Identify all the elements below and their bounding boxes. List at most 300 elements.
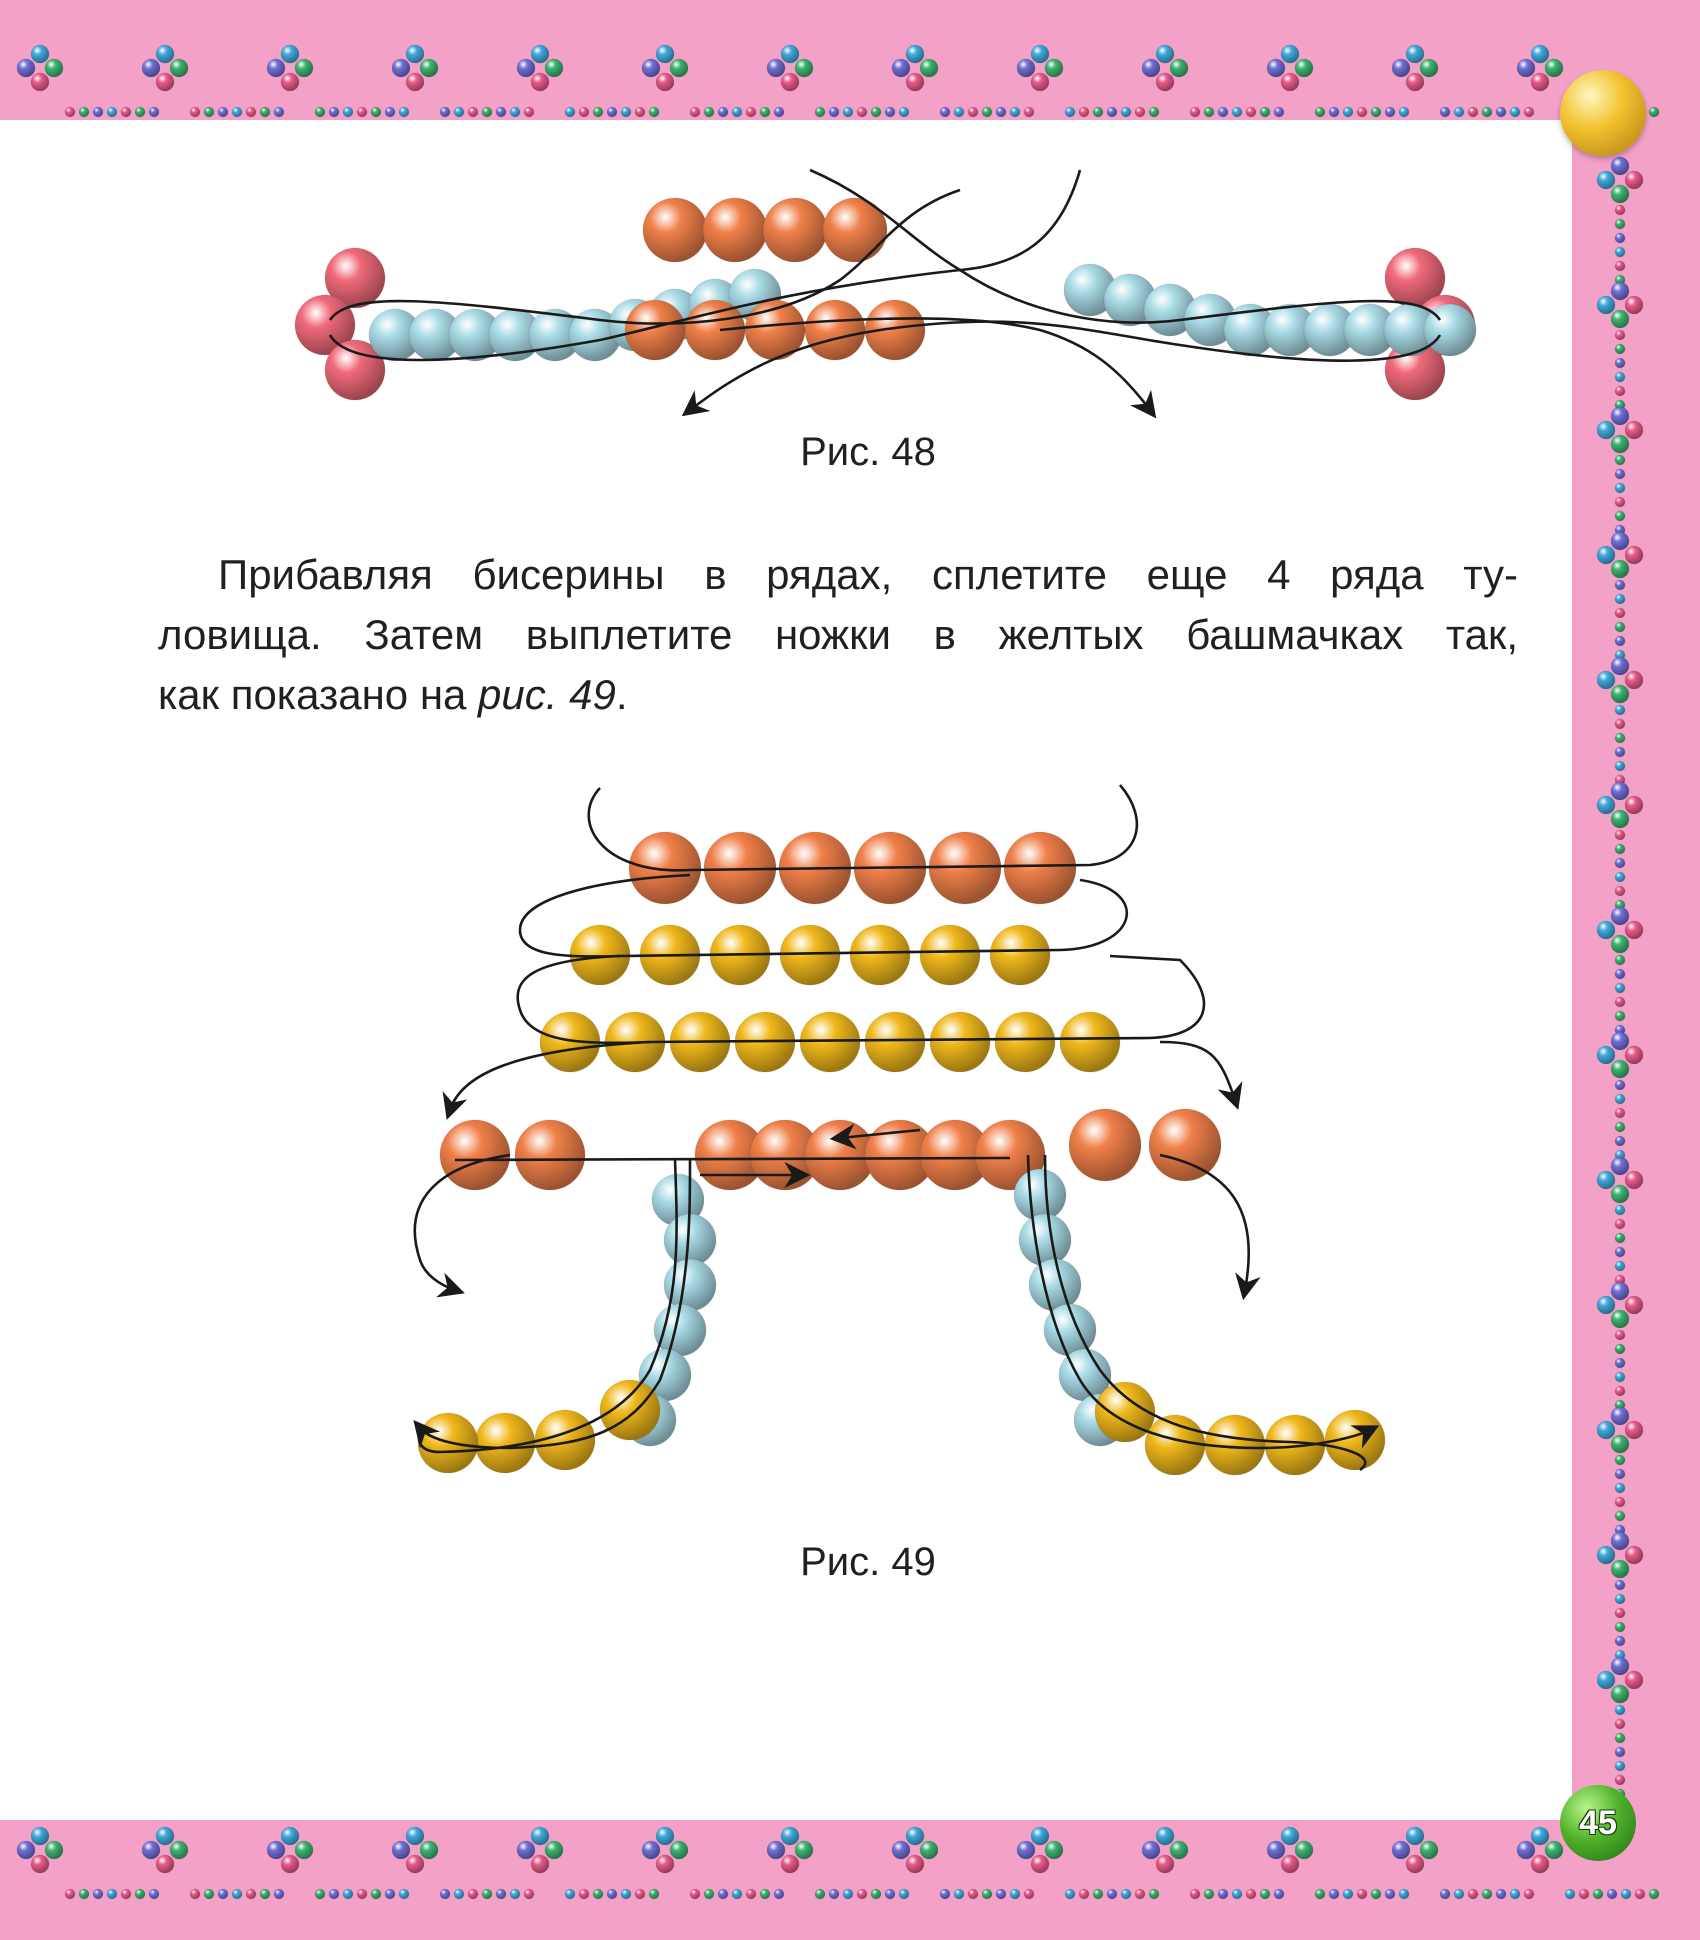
border-bead xyxy=(1611,1157,1629,1175)
border-chain-bead xyxy=(635,107,645,117)
border-chain-bead xyxy=(454,1889,464,1899)
border-bead xyxy=(1406,1855,1424,1873)
border-bead xyxy=(1545,59,1563,77)
border-chain-bead xyxy=(1615,261,1625,271)
border-bead xyxy=(767,1841,785,1859)
border-chain-bead xyxy=(1615,344,1625,354)
border-chain-bead xyxy=(1232,1889,1242,1899)
border-chain-bead xyxy=(857,107,867,117)
border-bead xyxy=(31,1827,49,1845)
border-bead xyxy=(1611,1560,1629,1578)
border-bead xyxy=(1611,1435,1629,1453)
border-chain-bead xyxy=(1218,1889,1228,1899)
border-bead xyxy=(1597,1046,1615,1064)
border-chain-bead xyxy=(1274,1889,1284,1899)
border-bead xyxy=(1031,45,1049,63)
border-bead xyxy=(1611,157,1629,175)
border-chain-bead xyxy=(1615,733,1625,743)
border-chain-bead xyxy=(1615,1261,1625,1271)
border-chain-bead xyxy=(968,1889,978,1899)
border-bead xyxy=(281,1855,299,1873)
border-chain-bead xyxy=(1190,1889,1200,1899)
border-chain-bead xyxy=(1065,107,1075,117)
border-chain-bead xyxy=(746,107,756,117)
border-chain-bead xyxy=(690,107,700,117)
border-chain-bead xyxy=(1024,1889,1034,1899)
border-bead xyxy=(17,1841,35,1859)
border-bead xyxy=(892,59,910,77)
border-bead xyxy=(31,45,49,63)
border-bead xyxy=(656,45,674,63)
border-chain-bead xyxy=(1454,107,1464,117)
border-chain-bead xyxy=(1615,1108,1625,1118)
border-chain-bead xyxy=(1615,997,1625,1007)
border-bead xyxy=(1611,532,1629,550)
border-bead xyxy=(656,73,674,91)
border-bead xyxy=(1156,1855,1174,1873)
border-chain-bead xyxy=(135,107,145,117)
border-chain-bead xyxy=(954,1889,964,1899)
border-chain-bead xyxy=(1615,511,1625,521)
border-chain-bead xyxy=(746,1889,756,1899)
border-chain-bead xyxy=(399,107,409,117)
orange-bead xyxy=(440,1120,510,1190)
border-chain-bead xyxy=(121,1889,131,1899)
border-bead xyxy=(531,73,549,91)
orange-bead xyxy=(685,300,745,360)
border-bead xyxy=(1531,1855,1549,1873)
border-chain-bead xyxy=(1615,608,1625,618)
border-bead xyxy=(1597,1296,1615,1314)
orange-bead xyxy=(643,198,707,262)
orange-bead xyxy=(515,1120,585,1190)
border-bead xyxy=(1392,59,1410,77)
border-bead xyxy=(1597,1421,1615,1439)
body-line-3 xyxy=(158,665,1518,725)
figure-48-caption: Рис. 48 xyxy=(800,430,936,474)
border-bead xyxy=(1597,1546,1615,1564)
border-bead xyxy=(1281,45,1299,63)
border-bead xyxy=(170,59,188,77)
border-chain-bead xyxy=(621,107,631,117)
border-chain-bead xyxy=(1107,1889,1117,1899)
border-chain-bead xyxy=(579,107,589,117)
border-bead xyxy=(1611,282,1629,300)
border-chain-bead xyxy=(760,1889,770,1899)
border-chain-bead xyxy=(1246,107,1256,117)
page-number: 45 xyxy=(1579,1803,1617,1842)
border-chain-bead xyxy=(857,1889,867,1899)
orange-bead xyxy=(1149,1109,1221,1181)
border-bead xyxy=(1031,1855,1049,1873)
border-bead xyxy=(1611,1282,1629,1300)
border-chain-bead xyxy=(204,107,214,117)
border-chain-bead xyxy=(1357,107,1367,117)
border-bead xyxy=(1625,1671,1643,1689)
border-chain-bead xyxy=(1615,1733,1625,1743)
figure-49-diagram xyxy=(360,780,1460,1500)
border-chain-bead xyxy=(1615,844,1625,854)
border-chain-bead xyxy=(968,107,978,117)
border-chain-bead xyxy=(1615,1011,1625,1021)
border-chain-bead xyxy=(885,107,895,117)
border-chain-bead xyxy=(1615,622,1625,632)
border-chain-bead xyxy=(1615,372,1625,382)
border-bead xyxy=(267,59,285,77)
border-chain-bead xyxy=(1607,1889,1617,1899)
border-bead xyxy=(1295,1841,1313,1859)
border-bead xyxy=(1625,546,1643,564)
border-bead xyxy=(1625,1171,1643,1189)
border-bead xyxy=(1625,796,1643,814)
border-chain-bead xyxy=(1615,1608,1625,1618)
border-chain-bead xyxy=(621,1889,631,1899)
border-bead xyxy=(156,73,174,91)
border-chain-bead xyxy=(1357,1889,1367,1899)
border-chain-bead xyxy=(1482,107,1492,117)
border-bead xyxy=(795,1841,813,1859)
border-chain-bead xyxy=(107,107,117,117)
border-chain-bead xyxy=(760,107,770,117)
border-chain-bead xyxy=(635,1889,645,1899)
border-bead xyxy=(1625,421,1643,439)
border-chain-bead xyxy=(1343,107,1353,117)
border-chain-bead xyxy=(329,107,339,117)
border-chain-bead xyxy=(260,107,270,117)
bead-border-bottom xyxy=(0,1822,1560,1922)
border-chain-bead xyxy=(1615,358,1625,368)
border-bead xyxy=(1611,1407,1629,1425)
border-bead xyxy=(1597,546,1615,564)
border-bead xyxy=(1017,1841,1035,1859)
border-chain-bead xyxy=(1615,886,1625,896)
border-bead xyxy=(920,59,938,77)
border-bead xyxy=(142,1841,160,1859)
border-chain-bead xyxy=(79,107,89,117)
border-bead xyxy=(1597,421,1615,439)
border-chain-bead xyxy=(1615,1719,1625,1729)
border-bead xyxy=(656,1855,674,1873)
border-bead xyxy=(392,1841,410,1859)
border-chain-bead xyxy=(1190,107,1200,117)
border-bead xyxy=(906,73,924,91)
yellow-bead xyxy=(920,925,980,985)
border-bead xyxy=(1597,1671,1615,1689)
border-chain-bead xyxy=(1399,107,1409,117)
border-chain-bead xyxy=(1496,107,1506,117)
border-chain-bead xyxy=(232,1889,242,1899)
border-chain-bead xyxy=(440,107,450,117)
border-chain-bead xyxy=(1615,858,1625,868)
border-bead xyxy=(1597,1171,1615,1189)
border-bead xyxy=(281,73,299,91)
border-bead xyxy=(1611,1060,1629,1078)
body-paragraph xyxy=(158,545,1518,725)
border-bead xyxy=(1156,1827,1174,1845)
border-bead xyxy=(1156,73,1174,91)
border-chain-bead xyxy=(496,107,506,117)
border-bead xyxy=(1045,59,1063,77)
border-bead xyxy=(1545,1841,1563,1859)
figure-48-diagram xyxy=(260,170,1510,430)
border-bead xyxy=(1420,1841,1438,1859)
border-chain-bead xyxy=(1615,1775,1625,1785)
border-chain-bead xyxy=(1615,1372,1625,1382)
border-bead xyxy=(795,59,813,77)
border-bead xyxy=(670,1841,688,1859)
border-bead xyxy=(1611,657,1629,675)
border-chain-bead xyxy=(1615,1205,1625,1215)
border-bead xyxy=(1625,296,1643,314)
yellow-bead xyxy=(865,1012,925,1072)
border-bead xyxy=(1267,1841,1285,1859)
border-chain-bead xyxy=(1615,747,1625,757)
border-chain-bead xyxy=(274,107,284,117)
border-bead xyxy=(1611,435,1629,453)
border-bead xyxy=(1625,1296,1643,1314)
border-bead xyxy=(1625,1546,1643,1564)
border-chain-bead xyxy=(1065,1889,1075,1899)
border-chain-bead xyxy=(1615,705,1625,715)
border-chain-bead xyxy=(690,1889,700,1899)
border-chain-bead xyxy=(454,107,464,117)
border-chain-bead xyxy=(93,1889,103,1899)
border-chain-bead xyxy=(107,1889,117,1899)
border-chain-bead xyxy=(385,107,395,117)
border-chain-bead xyxy=(899,1889,909,1899)
border-bead xyxy=(517,59,535,77)
border-chain-bead xyxy=(565,1889,575,1899)
border-bead xyxy=(920,1841,938,1859)
border-bead xyxy=(1611,407,1629,425)
border-chain-bead xyxy=(1615,1247,1625,1257)
border-chain-bead xyxy=(1232,107,1242,117)
border-chain-bead xyxy=(149,107,159,117)
border-chain-bead xyxy=(1615,636,1625,646)
gold-bead-icon xyxy=(1560,70,1646,156)
border-chain-bead xyxy=(1510,107,1520,117)
border-chain-bead xyxy=(1385,107,1395,117)
border-chain-bead xyxy=(329,1889,339,1899)
border-bead xyxy=(1045,1841,1063,1859)
border-chain-bead xyxy=(940,107,950,117)
border-bead xyxy=(781,1827,799,1845)
border-chain-bead xyxy=(1635,1889,1645,1899)
border-chain-bead xyxy=(93,107,103,117)
orange-bead xyxy=(629,832,701,904)
border-chain-bead xyxy=(1615,1705,1625,1715)
border-chain-bead xyxy=(1579,1889,1589,1899)
border-bead xyxy=(1611,1032,1629,1050)
border-bead xyxy=(1611,782,1629,800)
border-bead xyxy=(1611,810,1629,828)
border-bead xyxy=(1531,1827,1549,1845)
border-bead xyxy=(1406,45,1424,63)
border-bead xyxy=(1281,73,1299,91)
border-bead xyxy=(406,45,424,63)
border-chain-bead xyxy=(343,107,353,117)
body-line-1: Прибавляя бисерины в рядах, сплетите еще 4 ряда ту- xyxy=(218,551,1518,598)
border-bead xyxy=(420,1841,438,1859)
figure-49-caption: Рис. 49 xyxy=(800,1540,936,1584)
border-chain-bead xyxy=(524,1889,534,1899)
border-bead xyxy=(1420,59,1438,77)
border-chain-bead xyxy=(1615,1080,1625,1090)
border-bead xyxy=(656,1827,674,1845)
border-chain-bead xyxy=(1615,247,1625,257)
border-chain-bead xyxy=(1615,1136,1625,1146)
border-chain-bead xyxy=(1315,107,1325,117)
border-chain-bead xyxy=(1385,1889,1395,1899)
border-bead xyxy=(1611,310,1629,328)
border-bead xyxy=(420,59,438,77)
border-bead xyxy=(531,1827,549,1845)
border-bead xyxy=(781,45,799,63)
border-chain-bead xyxy=(1615,1122,1625,1132)
border-bead xyxy=(1625,921,1643,939)
border-bead xyxy=(406,1827,424,1845)
figure-49-reference: рис. 49 xyxy=(478,671,616,718)
border-chain-bead xyxy=(732,107,742,117)
border-chain-bead xyxy=(899,107,909,117)
border-chain-bead xyxy=(1615,1622,1625,1632)
border-bead xyxy=(1517,59,1535,77)
yellow-bead xyxy=(850,925,910,985)
orange-bead xyxy=(1069,1109,1141,1181)
border-chain-bead xyxy=(1615,1330,1625,1340)
border-chain-bead xyxy=(1615,1344,1625,1354)
border-chain-bead xyxy=(565,107,575,117)
border-bead xyxy=(1281,1855,1299,1873)
border-bead xyxy=(45,1841,63,1859)
border-chain-bead xyxy=(704,107,714,117)
border-bead xyxy=(1295,59,1313,77)
body-line-3-suffix: . xyxy=(615,671,628,718)
border-chain-bead xyxy=(996,1889,1006,1899)
border-chain-bead xyxy=(649,107,659,117)
border-chain-bead xyxy=(1246,1889,1256,1899)
border-chain-bead xyxy=(940,1889,950,1899)
border-chain-bead xyxy=(829,107,839,117)
border-bead xyxy=(1625,1421,1643,1439)
border-bead xyxy=(906,1827,924,1845)
border-bead xyxy=(1611,1685,1629,1703)
border-chain-bead xyxy=(885,1889,895,1899)
border-chain-bead xyxy=(190,1889,200,1899)
yellow-bead xyxy=(930,1012,990,1072)
border-chain-bead xyxy=(815,1889,825,1899)
border-chain-bead xyxy=(1593,1889,1603,1899)
border-chain-bead xyxy=(1615,219,1625,229)
border-chain-bead xyxy=(1615,1233,1625,1243)
border-chain-bead xyxy=(1371,1889,1381,1899)
border-chain-bead xyxy=(260,1889,270,1899)
border-chain-bead xyxy=(1010,107,1020,117)
border-chain-bead xyxy=(815,107,825,117)
border-chain-bead xyxy=(246,1889,256,1899)
border-chain-bead xyxy=(1329,107,1339,117)
border-bead xyxy=(17,59,35,77)
border-bead xyxy=(1611,1532,1629,1550)
border-chain-bead xyxy=(1468,107,1478,117)
thread-path xyxy=(1160,1042,1235,1100)
border-bead xyxy=(1611,1185,1629,1203)
border-chain-bead xyxy=(1615,1580,1625,1590)
border-chain-bead xyxy=(1315,1889,1325,1899)
border-chain-bead xyxy=(1615,1483,1625,1493)
border-bead xyxy=(281,1827,299,1845)
border-chain-bead xyxy=(468,107,478,117)
border-chain-bead xyxy=(704,1889,714,1899)
border-chain-bead xyxy=(482,107,492,117)
border-chain-bead xyxy=(1615,205,1625,215)
border-bead xyxy=(1031,1827,1049,1845)
orange-bead xyxy=(625,300,685,360)
border-chain-bead xyxy=(357,1889,367,1899)
border-chain-bead xyxy=(1615,233,1625,243)
border-bead xyxy=(1611,935,1629,953)
yellow-bead xyxy=(995,1012,1055,1072)
border-bead xyxy=(1281,1827,1299,1845)
border-chain-bead xyxy=(315,107,325,117)
border-chain-bead xyxy=(1135,1889,1145,1899)
border-bead xyxy=(1611,685,1629,703)
border-chain-bead xyxy=(1615,1747,1625,1757)
border-chain-bead xyxy=(1093,1889,1103,1899)
border-chain-bead xyxy=(954,107,964,117)
border-bead xyxy=(1392,1841,1410,1859)
border-chain-bead xyxy=(1218,107,1228,117)
border-bead xyxy=(1267,59,1285,77)
border-bead xyxy=(1611,907,1629,925)
border-chain-bead xyxy=(579,1889,589,1899)
border-bead xyxy=(392,59,410,77)
border-chain-bead xyxy=(218,1889,228,1899)
border-chain-bead xyxy=(1615,483,1625,493)
border-chain-bead xyxy=(343,1889,353,1899)
border-chain-bead xyxy=(1260,1889,1270,1899)
border-chain-bead xyxy=(149,1889,159,1899)
border-chain-bead xyxy=(1615,830,1625,840)
border-chain-bead xyxy=(774,107,784,117)
border-chain-bead xyxy=(1079,107,1089,117)
orange-bead xyxy=(763,198,827,262)
border-chain-bead xyxy=(65,107,75,117)
page-number-badge xyxy=(1560,1785,1636,1861)
border-chain-bead xyxy=(1121,1889,1131,1899)
border-chain-bead xyxy=(385,1889,395,1899)
border-chain-bead xyxy=(607,1889,617,1899)
border-chain-bead xyxy=(1615,969,1625,979)
border-chain-bead xyxy=(843,107,853,117)
border-chain-bead xyxy=(1615,469,1625,479)
border-chain-bead xyxy=(524,107,534,117)
border-chain-bead xyxy=(1204,1889,1214,1899)
border-bead xyxy=(545,1841,563,1859)
border-bead xyxy=(517,1841,535,1859)
border-bead xyxy=(142,59,160,77)
border-chain-bead xyxy=(843,1889,853,1899)
border-chain-bead xyxy=(440,1889,450,1899)
border-chain-bead xyxy=(1204,107,1214,117)
border-chain-bead xyxy=(718,107,728,117)
border-bead xyxy=(1170,59,1188,77)
border-chain-bead xyxy=(1615,955,1625,965)
border-chain-bead xyxy=(1440,107,1450,117)
border-chain-bead xyxy=(593,1889,603,1899)
border-chain-bead xyxy=(1615,580,1625,590)
blue-bead xyxy=(1014,1169,1066,1221)
